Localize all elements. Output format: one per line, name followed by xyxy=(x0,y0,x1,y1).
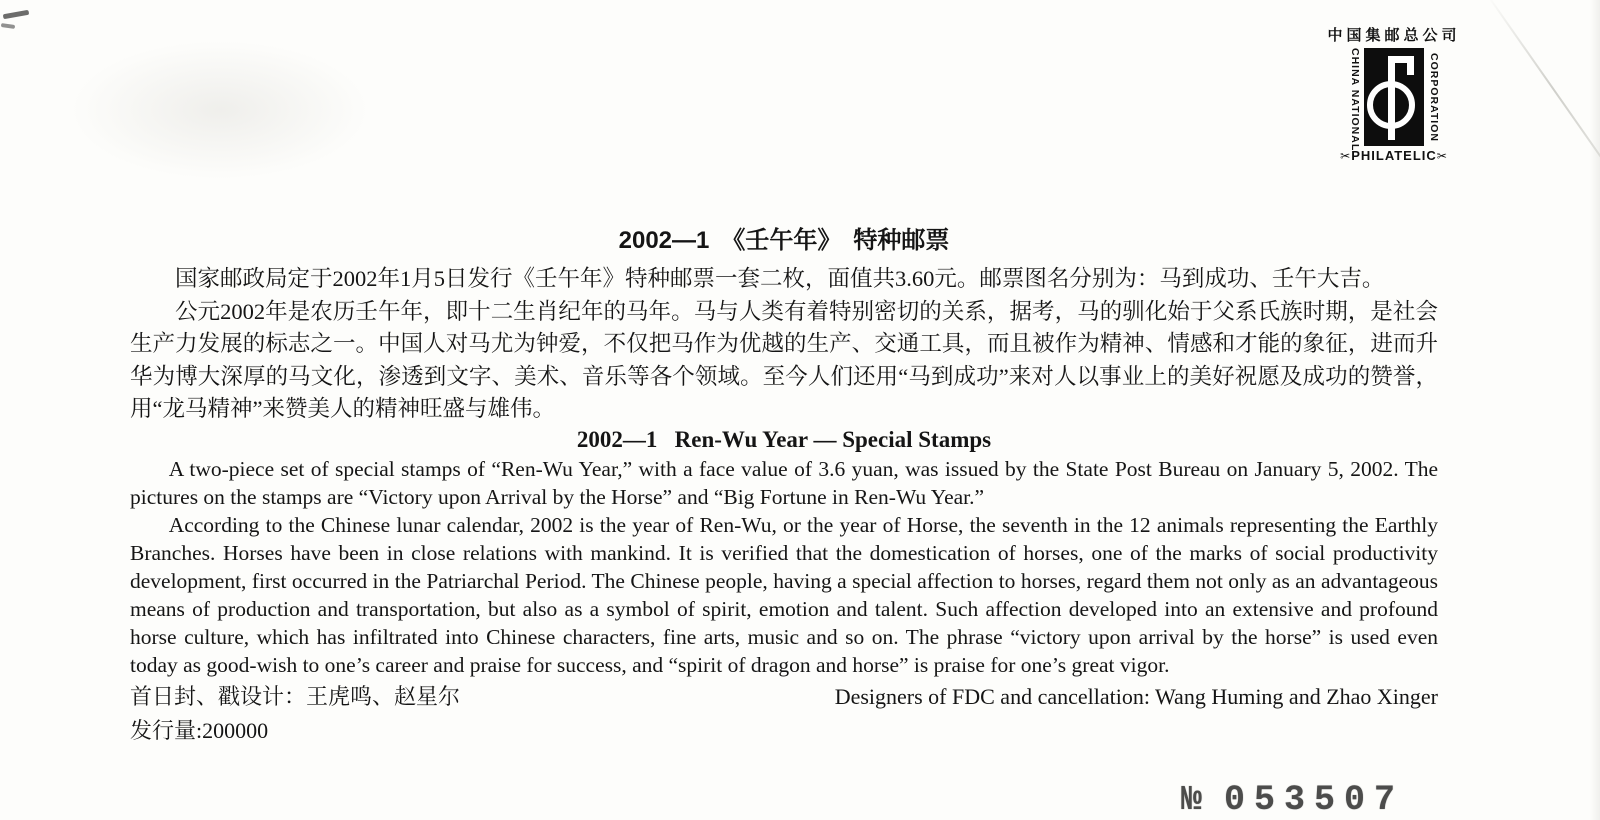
serial-digits: 053507 xyxy=(1223,780,1404,820)
envelope-fold-line xyxy=(1486,0,1600,184)
scissors-icon: ✂ xyxy=(1436,149,1448,163)
scan-edge-shadow xyxy=(1590,0,1600,820)
logo-right-text: CORPORATION xyxy=(1428,52,1440,142)
logo-bottom-text: PHILATELIC xyxy=(1351,148,1437,163)
english-paragraph-2: According to the Chinese lunar calendar, 2002 is the year of Ren-Wu, or the year of Horse, the seventh in the 12 animals representing the Earthly Branches. Horses have been in close relations with mankind. It is verified that the domestication of horses, one of the marks of social productivity development, first occurred in the Patriarchal Period. The Chinese people, having a special affection to horses, regard them not only as an advantageous means of production and transportation, but also as a symbol of spirit, emotion and talent. Such affection developed into an extensive and profound horse culture, which has infiltrated into Chinese characters, fine arts, music and so on. The phrase “victory upon arrival by the horse” is used even today as good-wish to one’s career and praise for success, and “spirit of dragon and horse” is praise for one’s great vigor. xyxy=(130,512,1438,677)
issue-quantity: 发行量:200000 xyxy=(130,717,269,743)
serial-number-stamp xyxy=(1181,780,1404,820)
chinese-title: 2002—1 《壬午年》 特种邮票 xyxy=(618,227,950,254)
numero-sign: № xyxy=(1180,780,1204,820)
logo-left-text: CHINA NATIONAL xyxy=(1349,48,1361,152)
english-title: 2002—1 Ren-Wu Year — Special Stamps xyxy=(576,426,992,452)
logo-chinese-name: 中国集邮总公司 xyxy=(1327,27,1461,44)
designers-row xyxy=(130,682,1438,712)
designers-chinese: 首日封、戳设计：王虎鸣、赵星尔 xyxy=(130,683,461,709)
scan-corner-mark xyxy=(3,10,29,19)
scissors-icon: ✂ xyxy=(1340,149,1352,163)
stamp-issue-text xyxy=(130,0,1438,746)
chinese-paragraph-1: 国家邮政局定于2002年1月5日发行《壬午年》特种邮票一套二枚，面值共3.60元。邮票图名分别为：马到成功、壬午大吉。 xyxy=(175,266,1385,291)
english-paragraph-1: A two-piece set of special stamps of “Ren-Wu Year,” with a face value of 3.6 yuan, was issued by the State Post Bureau on January 5, 2002. The pictures on the stamps are “Victory upon Arrival by the Horse” and “Big Fortune in Ren-Wu Year.” xyxy=(130,456,1438,509)
scan-corner-mark xyxy=(1,23,15,29)
designers-english: Designers of FDC and cancellation: Wang Huming and Zhao Xinger xyxy=(834,683,1438,709)
chinese-paragraph-2: 公元2002年是农历壬午年，即十二生肖纪年的马年。马与人类有着特别密切的关系，据考，马的驯化始于父系氏族时期，是社会生产力发展的标志之一。中国人对马尤为钟爱，不仅把马作为优越的生产、交通工具，而且被作为精神、情感和才能的象征，进而升华为博大深厚的马文化，渗透到文字、美术、音乐等各个领域。至今人们还用“马到成功”来对人以事业上的美好祝愿及成功的赞誉，用“龙马精神”来赞美人的精神旺盛与雄伟。 xyxy=(130,298,1438,421)
